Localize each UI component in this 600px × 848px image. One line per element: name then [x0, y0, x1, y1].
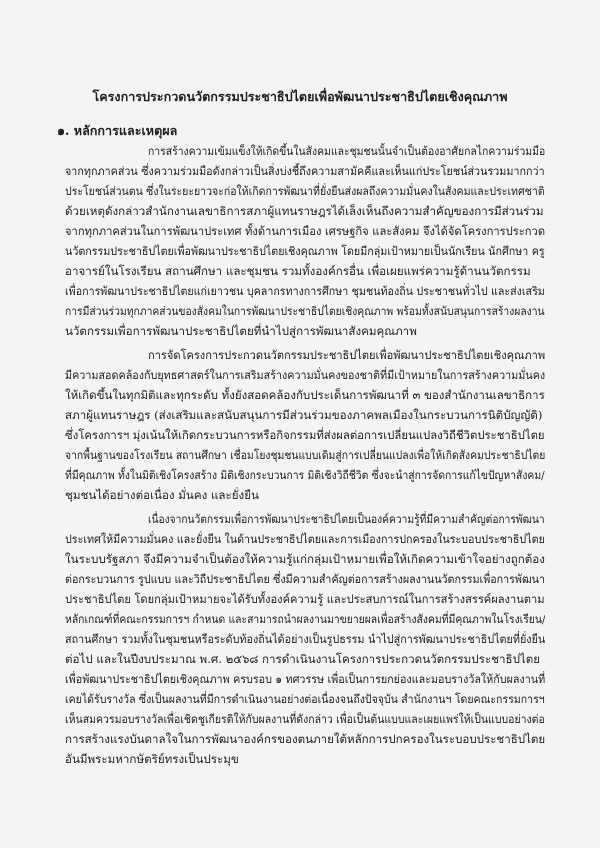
paragraph-line: ซึ่งโครงการฯ มุ่งเน้นให้เกิดกระบวนการหรือกิจกรรมที่ส่งผลต่อการเปลี่ยนแปลงวิถีชีวิตประชาธิปไตย — [65, 428, 545, 442]
paragraph-line: ต่อไป และในปีงบประมาณ พ.ศ. ๒๕๖๘ การดำเนินงานโครงการประกวดนวัตกรรมประชาธิปไตย — [65, 652, 541, 666]
paragraph-line: เนื่องจากนวัตกรรมเพื่อการพัฒนาประชาธิปไตยเป็นองค์ความรู้ที่มีความสำคัญต่อการพัฒนา — [148, 512, 545, 526]
paragraph-line: ประเทศให้มีความมั่นคง และยั่งยืน ในด้านประชาธิปไตยและการเมืองการปกครองในระบอบประชาธิปไตย — [65, 532, 545, 546]
paragraph-line: นวัตกรรมประชาธิปไตยเพื่อพัฒนาประชาธิปไตยเชิงคุณภาพ โดยมีกลุ่มเป้าหมายเป็นนักเรียน นักศึกษา ครู — [65, 244, 545, 258]
paragraph-line: ให้เกิดขึ้นในทุกมิติและทุกระดับ ทั้งยังสอดคล้องกับประเด็นการพัฒนาที่ ๓ ของสำนักงานเลขาธิการ — [65, 388, 545, 402]
section-heading: ๑. หลักการและเหตุผล — [57, 123, 178, 138]
paragraph-line: หลักเกณฑ์ที่คณะกรรมการฯ กำหนด และสามารถนำผลงานมาขยายผลเพื่อสร้างสังคมที่มีคุณภาพในโรงเรียน/ — [65, 612, 545, 626]
paragraph-line: เคยได้รับรางวัล ซึ่งเป็นผลงานที่มีการดำเนินงานอย่างต่อเนื่องจนถึงปัจจุบัน สำนักงานฯ โดยคณะกรรมการฯ — [65, 692, 545, 706]
paragraph-line: การมีส่วนร่วมทุกภาคส่วนของสังคมในการพัฒนาประชาธิปไตยเชิงคุณภาพ พร้อมทั้งสนับสนุนการสร้างผลงาน — [65, 304, 545, 318]
paragraph-line: เพื่อพัฒนาประชาธิปไตยเชิงคุณภาพ ครบรอบ ๑ ทศวรรษ เพื่อเป็นการยกย่องและมอบรางวัลให้กับผลงานที่ — [65, 672, 545, 686]
paragraph-line: การสร้างความเข้มแข็งให้เกิดขึ้นในสังคมและชุมชนนั้นจำเป็นต้องอาศัยกลไกความร่วมมือ — [148, 144, 545, 158]
paragraph-line: นวัตกรรมเพื่อการพัฒนาประชาธิปไตยที่นำไปสู่การพัฒนาสังคมคุณภาพ — [65, 324, 417, 338]
paragraph-line: จากทุกภาคส่วนในการพัฒนาประเทศ ทั้งด้านการเมือง เศรษฐกิจ และสังคม จึงได้จัดโครงการประกวด — [65, 224, 545, 238]
paragraph-line: ด้วยเหตุดังกล่าวสำนักงานเลขาธิการสภาผู้แทนราษฎรได้เล็งเห็นถึงความสำคัญของการมีส่วนร่วม — [65, 204, 544, 218]
paragraph-line: เห็นสมควรมอบรางวัลเพื่อเชิดชูเกียรติให้กับผลงานที่ดังกล่าว เพื่อเป็นต้นแบบและเผยแพร่ให้เป็นแบบอย่างต่อ — [65, 712, 545, 726]
paragraph-line: อาจารย์ในโรงเรียน สถานศึกษา และชุมชน รวมทั้งองค์กรอื่น เพื่อเผยแพร่ความรู้ด้านนวัตกรรม — [65, 264, 531, 278]
paragraph-line: การสร้างแรงบันดาลใจในการพัฒนาองค์กรของตนภายใต้หลักการปกครองในระบอบประชาธิปไตย — [65, 732, 545, 746]
paragraph-line: ชุมชนได้อย่างต่อเนื่อง มั่นคง และยั่งยืน — [65, 488, 259, 502]
paragraph-line: มีความสอดคล้องกับยุทธศาสตร์ในการเสริมสร้างความมั่นคงของชาติที่มีเป้าหมายในการสร้างความมั่นคง — [65, 368, 545, 382]
paragraph-line: ประชาธิปไตย โดยกลุ่มเป้าหมายจะได้รับทั้งองค์ความรู้ และประสบการณ์ในการสร้างสรรค์ผลงานตาม — [65, 592, 545, 606]
paragraph-line: ต่อกระบวนการ รูปแบบ และวิถีประชาธิปไตย ซึ่งมีความสำคัญต่อการสร้างผลงานนวัตกรรมเพื่อการพัฒนา — [65, 572, 545, 586]
paragraph-line: การจัดโครงการประกวดนวัตกรรมประชาธิปไตยเพื่อพัฒนาประชาธิปไตยเชิงคุณภาพ — [148, 348, 545, 362]
paragraph-line: ที่มีคุณภาพ ทั้งในมิติเชิงโครงสร้าง มิติเชิงกระบวนการ มิติเชิงวิถีชีวิต ซึ่งจะนำสู่การจัดการแก้ไขปัญหาสังคม/ — [65, 468, 545, 482]
document-title: โครงการประกวดนวัตกรรมประชาธิปไตยเพื่อพัฒนาประชาธิปไตยเชิงคุณภาพ — [92, 89, 508, 104]
paragraph-line: จากพื้นฐานของโรงเรียน สถานศึกษา เชื่อมโยงชุมชนแบบเดิมสู่การเปลี่ยนแปลงเพื่อให้เกิดสังคมประชาธิปไตย — [65, 448, 545, 462]
paragraph-line: เพื่อการพัฒนาประชาธิปไตยแก่เยาวชน บุคลากรทางการศึกษา ชุมชนท้องถิ่น ประชาชนทั่วไป และส่งเสริม — [65, 284, 545, 298]
paragraph-line: อันมีพระมหากษัตริย์ทรงเป็นประมุข — [65, 752, 239, 766]
paragraph-line: สภาผู้แทนราษฎร (ส่งเสริมและสนับสนุนการมีส่วนร่วมของภาคพลเมืองในกระบวนการนิติบัญญัติ) — [65, 408, 543, 422]
paragraph-line: ประโยชน์ส่วนตน ซึ่งในระยะยาวจะก่อให้เกิดการพัฒนาที่ยั่งยืนส่งผลถึงความมั่นคงในสังคมและประเทศชาติ — [65, 184, 545, 198]
paragraph-line: สถานศึกษา รวมทั้งในชุมชนหรือระดับท้องถิ่นได้อย่างเป็นรูปธรรม นำไปสู่การพัฒนาประชาธิปไตยที่ยั่งยืน — [65, 632, 545, 646]
paragraph-line: ในระบบรัฐสภา จึงมีความจำเป็นต้องให้ความรู้แก่กลุ่มเป้าหมายเพื่อให้เกิดความเข้าใจอย่างถูกต้อง — [65, 552, 545, 566]
paragraph-line: จากทุกภาคส่วน ซึ่งความร่วมมือดังกล่าวเป็นสิ่งบ่งชี้ถึงความสามัคคีและเห็นแก่ประโยชน์ส่วนรวมมากกว่า — [65, 164, 545, 178]
